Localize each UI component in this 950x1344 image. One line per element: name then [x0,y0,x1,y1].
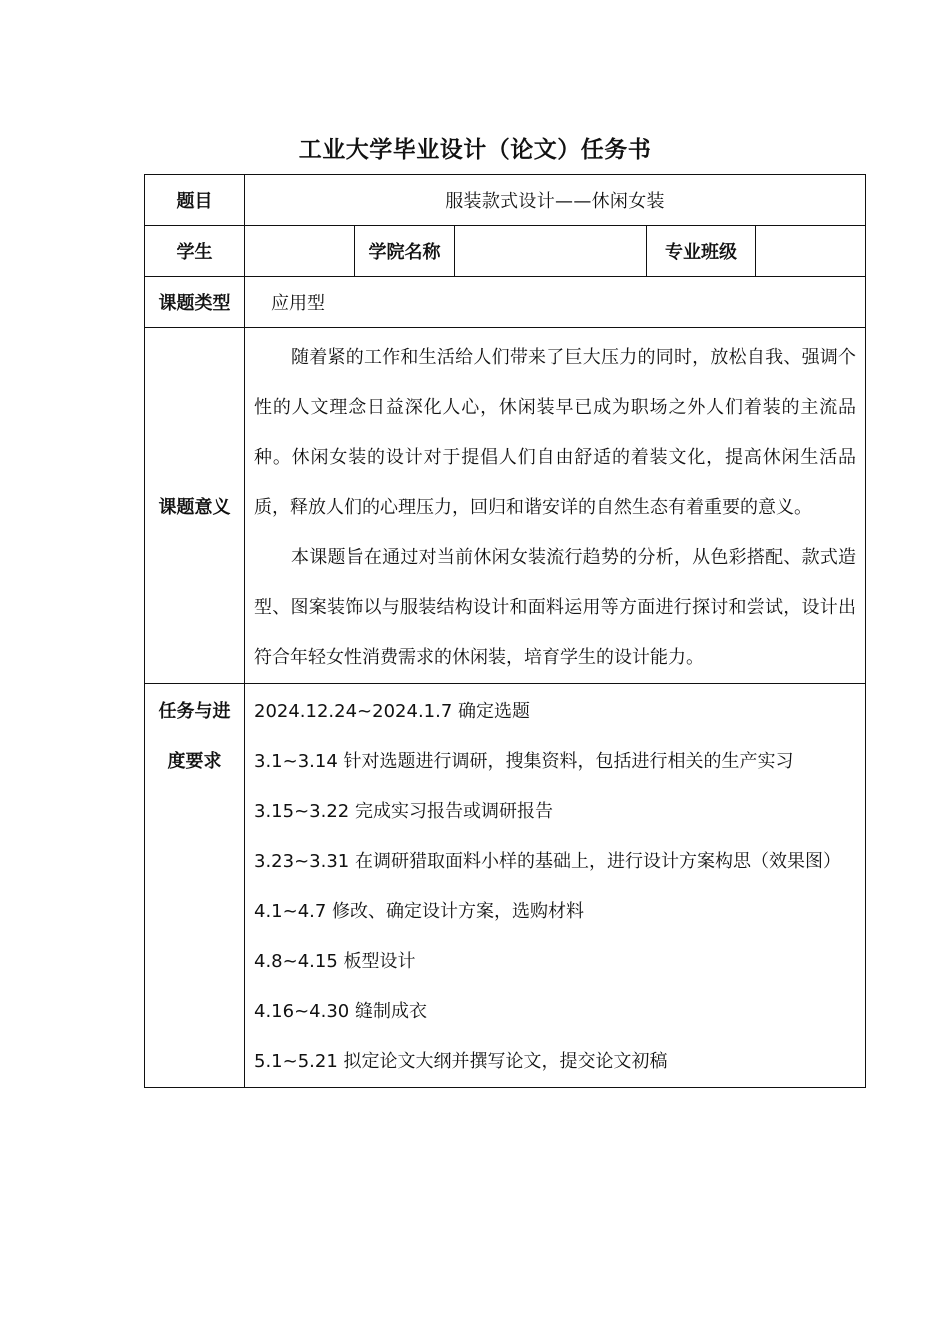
schedule-item: 3.23~3.31 在调研猎取面料小样的基础上，进行设计方案构思（效果图） [254,851,841,872]
topic-value: 服装款式设计——休闲女装 [245,175,866,226]
type-value: 应用型 [245,277,866,328]
class-value [756,226,866,277]
schedule-item: 4.16~4.30 缝制成衣 [254,1001,427,1022]
topic-label: 题目 [145,175,245,226]
college-value [455,226,647,277]
college-label: 学院名称 [355,226,455,277]
schedule-item: 2024.12.24~2024.1.7 确定选题 [254,701,531,722]
schedule-item: 4.1~4.7 修改、确定设计方案，选购材料 [254,901,585,922]
schedule-item: 3.15~3.22 完成实习报告或调研报告 [254,801,553,822]
schedule-item: 3.1~3.14 针对选题进行调研，搜集资料，包括进行相关的生产实习 [254,751,794,772]
class-label: 专业班级 [647,226,756,277]
task-table [144,174,866,1088]
type-label: 课题类型 [145,277,245,328]
document-title: 工业大学毕业设计（论文）任务书 [298,137,652,163]
schedule-item: 4.8~4.15 板型设计 [254,951,416,972]
schedule-item: 5.1~5.21 拟定论文大纲并撰写论文，提交论文初稿 [254,1051,668,1072]
schedule-label [145,684,245,1088]
student-row [145,226,866,277]
significance-label: 课题意义 [145,328,245,684]
schedule-label-line1: 任务与进 [158,701,231,722]
schedule-content [245,684,866,1088]
significance-row [145,328,866,684]
topic-row [145,175,866,226]
student-label: 学生 [145,226,245,277]
significance-paragraph-2: 本课题旨在通过对当前休闲女装流行趋势的分析，从色彩搭配、款式造型、图案装饰以与服装结构设计和面料运用等方面进行探讨和尝试，设计出符合年轻女性消费需求的休闲装，培育学生的设计能力。 [254,547,857,668]
schedule-label-line2: 度要求 [167,751,222,772]
schedule-row [145,684,866,1088]
significance-paragraph-1: 随着紧的工作和生活给人们带来了巨大压力的同时，放松自我、强调个性的人文理念日益深化人心，休闲装早已成为职场之外人们着装的主流品种。休闲女装的设计对于提倡人们自由舒适的着装文化，提高休闲生活品质，释放人们的心理压力，回归和谐安详的自然生态有着重要的意义。 [254,347,857,518]
significance-content [245,328,866,684]
type-row [145,277,866,328]
student-value [245,226,355,277]
